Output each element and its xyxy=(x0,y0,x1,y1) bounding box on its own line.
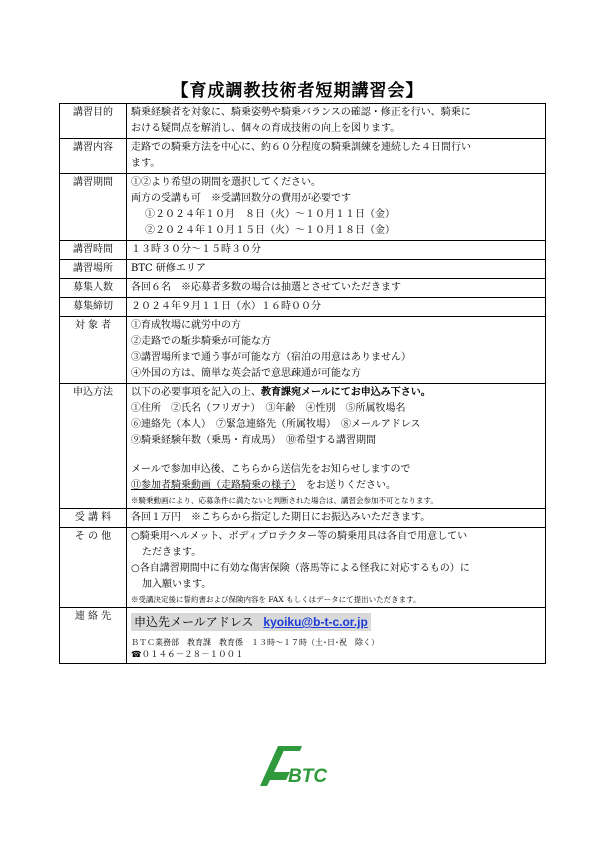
label-deadline: 募集締切 xyxy=(60,298,127,317)
text-line: 騎乗経験者を対象に、騎乗姿勢や騎乗バランスの確認・修正を行い、騎乗に xyxy=(131,107,471,118)
row-purpose xyxy=(60,104,546,139)
text-line: ①②より希望の期間を選択してください。 xyxy=(131,177,321,188)
label-content: 講習内容 xyxy=(60,139,127,174)
info-table xyxy=(59,103,546,664)
target-item: ④外国の方は、簡単な英会話で意思疎通が可能な方 xyxy=(131,368,361,379)
other-item-cont: ただきます。 xyxy=(142,547,202,558)
row-capacity xyxy=(60,279,546,298)
label-purpose: 講習目的 xyxy=(60,104,127,139)
row-time xyxy=(60,241,546,260)
video-suffix: をお送りください。 xyxy=(296,480,396,491)
label-time: 講習時間 xyxy=(60,241,127,260)
label-apply: 申込方法 xyxy=(60,384,127,509)
video-link[interactable]: ⑪参加者騎乗動画（走路騎乗の様子） xyxy=(131,480,296,491)
label-place: 講習場所 xyxy=(60,260,127,279)
row-contact xyxy=(60,608,546,664)
btc-logo xyxy=(256,742,340,788)
other-item: ○騎乗用ヘルメット、ボディプロテクター等の騎乗用具は各自で用意してい xyxy=(131,531,468,542)
contact-email-box xyxy=(131,613,371,631)
row-content xyxy=(60,139,546,174)
target-item: ②走路での駈歩騎乗が可能な方 xyxy=(131,336,271,347)
label-period: 講習期間 xyxy=(60,174,127,241)
value-fee: 各回１万円 ※こちらから指定した期日にお振込みいただきます。 xyxy=(127,509,546,528)
row-apply xyxy=(60,384,546,509)
label-contact: 連 絡 先 xyxy=(60,608,127,664)
contact-department: ＢＴＣ業務部 教育課 教育係 １３時～１７時（土･日･祝 除く） xyxy=(131,638,379,647)
email-label: 申込先メールアドレス xyxy=(134,615,254,629)
text-line: おける疑問点を解消し、個々の育成技術の向上を図ります。 xyxy=(131,123,401,134)
value-apply xyxy=(127,384,546,509)
apply-intro-emphasis: 教育課宛メールにてお申込み下さい。 xyxy=(261,387,431,398)
apply-video-line xyxy=(131,478,541,494)
apply-item: ⑥連絡先（本人） ⑦緊急連絡先（所属牧場） ⑧メールアドレス xyxy=(131,419,421,430)
label-other: そ の 他 xyxy=(60,528,127,608)
other-item-cont: 加入願います。 xyxy=(142,579,212,590)
value-target xyxy=(127,317,546,384)
spacer xyxy=(131,449,541,462)
target-item: ①育成牧場に就労中の方 xyxy=(131,320,241,331)
row-period xyxy=(60,174,546,241)
value-capacity: 各回６名 ※応募者多数の場合は抽選とさせていただきます xyxy=(127,279,546,298)
value-place: BTC 研修エリア xyxy=(127,260,546,279)
apply-note: ※騎乗動画により、応募条件に満たないと判断された場合は、講習会参加不可となります。 xyxy=(131,496,438,505)
apply-notice: メールで参加申込後、こちらから送信先をお知らせしますので xyxy=(131,464,411,475)
label-target: 対 象 者 xyxy=(60,317,127,384)
label-capacity: 募集人数 xyxy=(60,279,127,298)
value-time: １３時３０分～１５時３０分 xyxy=(127,241,546,260)
value-other xyxy=(127,528,546,608)
value-content xyxy=(127,139,546,174)
apply-intro xyxy=(131,385,541,401)
value-deadline: ２０２４年９月１１日（水）１６時００分 xyxy=(127,298,546,317)
page-title: 【育成調教技術者短期講習会】 xyxy=(171,81,424,101)
value-period xyxy=(127,174,546,241)
row-target xyxy=(60,317,546,384)
row-fee xyxy=(60,509,546,528)
target-item: ③講習場所まで通う事が可能な方（宿泊の用意はありません） xyxy=(131,352,411,363)
contact-phone: ☎０１４６－２８－１００１ xyxy=(131,650,244,660)
value-contact xyxy=(127,608,546,664)
text-line: ます。 xyxy=(131,158,161,169)
logo-text: BTC xyxy=(288,766,328,787)
apply-item: ⑨騎乗経験年数（乗馬・育成馬） ⑩希望する講習期間 xyxy=(131,435,376,446)
row-place xyxy=(60,260,546,279)
row-deadline xyxy=(60,298,546,317)
label-fee: 受 講 料 xyxy=(60,509,127,528)
value-purpose xyxy=(127,104,546,139)
text-line: 両方の受講も可 ※受講回数分の費用が必要です xyxy=(131,193,351,204)
apply-item: ①住所 ②氏名（フリガナ） ③年齢 ④性別 ⑤所属牧場名 xyxy=(131,403,406,414)
period-option-1: ①２０２４年１０月 ８日（火）～１０月１１日（金） xyxy=(145,209,395,220)
email-link[interactable]: kyoiku@b-t-c.or.jp xyxy=(263,615,368,629)
period-option-2: ②２０２４年１０月１５日（火）～１０月１８日（金） xyxy=(145,225,395,236)
apply-intro-text: 以下の必要事項を記入の上、 xyxy=(131,387,261,398)
other-note: ※受講決定後に誓約書および保険内容を FAX もしくはデータにて提出いただきます。 xyxy=(131,595,421,604)
row-other xyxy=(60,528,546,608)
other-item: ○各自講習期間中に有効な傷害保険（落馬等による怪我に対応するもの）に xyxy=(131,563,470,574)
text-line: 走路での騎乗方法を中心に、約６０分程度の騎乗訓練を連続した４日間行い xyxy=(131,142,471,153)
